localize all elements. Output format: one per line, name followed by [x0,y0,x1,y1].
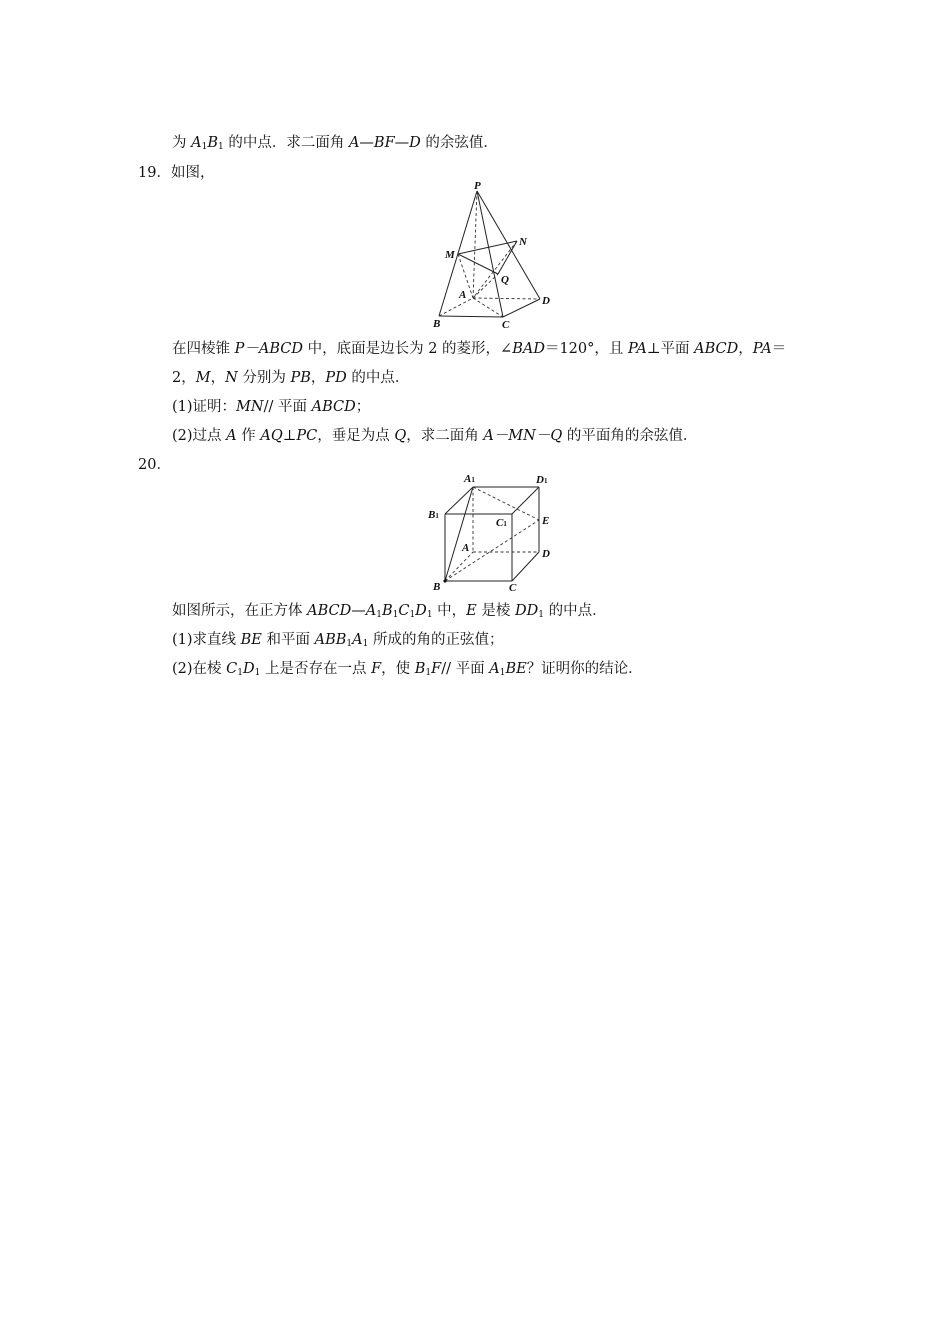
label-P: P [474,180,481,192]
pyramid-figure [420,180,570,330]
q20-statement: 如图所示，在正方体 $ABCD—A_1B_1C_1D_1$ 中，E 是棱 $DD_1$ 的中点． [172,603,607,620]
q18-tail-line: 为 $A_1B_1$ 的中点．求二面角 A—BF—D 的余弦值． [172,135,498,152]
q19-part1: (1)证明：MN// 平面 ABCD； [172,399,371,415]
cube-figure [420,470,570,595]
q19-statement-line2: 2，M，N 分别为 PB，PD 的中点． [172,370,410,386]
label-C: C [509,582,517,594]
label-Q: Q [501,274,509,286]
label-B1: B1 [428,509,439,521]
label-B: B [433,581,441,593]
q19-intro: 如图， [170,165,215,181]
q19-statement-line1: 在四棱锥 P－ABCD 中，底面是边长为 2 的菱形，∠BAD＝120°，且 PA⊥平面 ABCD，PA＝ [172,341,787,357]
label-B: B [433,318,441,330]
label-E: E [542,515,550,527]
label-A: A [459,289,467,301]
label-C1: C1 [496,517,507,529]
q19-number: 19． [138,165,171,181]
q19-part2: (2)过点 A 作 AQ⊥PC，垂足为点 Q，求二面角 A－MN－Q 的平面角的余弦值． [172,428,698,444]
label-A: A [462,542,470,554]
label-A1: A1 [464,473,475,485]
label-N: N [519,236,527,248]
label-D: D [542,548,550,560]
q20-part2: (2)在棱 $C_1D_1$ 上是否存在一点 F，使 $B_1F//$ 平面 $A_1BE$？证明你的结论． [172,661,643,678]
label-M: M [445,249,455,261]
q20-number: 20． [138,457,171,473]
label-D: D [542,295,550,307]
q19-header [138,163,214,183]
label-C: C [502,319,510,331]
q20-part1: (1)求直线 BE 和平面 $ABB_1A_1$ 所成的角的正弦值； [172,632,504,649]
label-D1: D1 [536,474,548,486]
